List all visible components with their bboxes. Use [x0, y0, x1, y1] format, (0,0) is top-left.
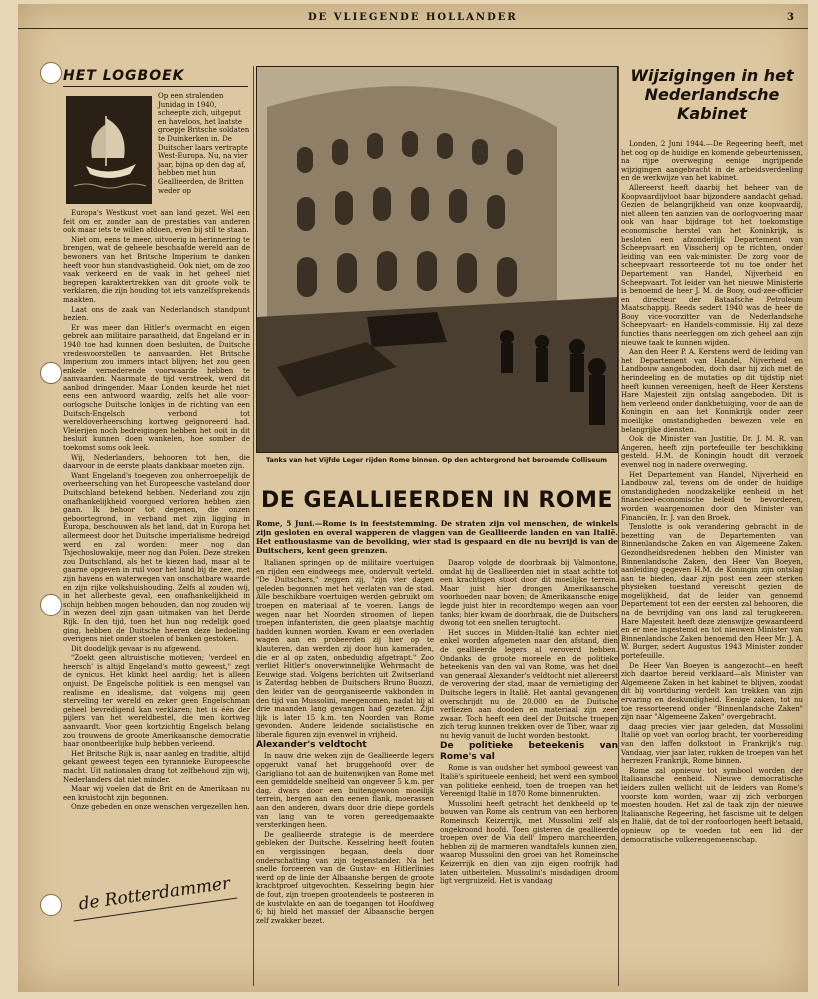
paragraph: Het succes in Midden-Italië kan echter niet enkel worden afgemeten naar den afstand, dien de geallieerde legers al veroverd hebben. Ondanks de groote moreele en de politieke beteekenis van den val van Rome, was het doel van generaal Alexander's veldtocht niet allereerst de verovering der stad, maar de vernietiging der Duitsche legers in Italië. Het aantal gevangenen overschrijdt nu de 20.000 en de Duitsche verliezen aan dooden en materiaal zijn zeer zwaar. Toch heeft een deel der Duitsche troepen zich terug kunnen trekken over de Tiber, waar zij nu hevig vanuit de lucht worden bestookt.: [440, 628, 618, 740]
paragraph: Italianen springen op de militaire voertuigen en rijden een eindweegs mee, ondervult verteld. "De Duitschers," zeggen zij, "zijn vier dagen geleden begonnen met het verlaten van de stad. Alle beschikbare voertuigen werden gebruikt om troepen en materiaal af te voeren. Langs de wegen naar het Noorden stroomen of liepen troepen infanteristen, die geen plaatsje machtig hadden kunnen worden. Kwam er een overladen wagen aan en probeerden zij hier op te klauteren, dan werden zij door hun kameraden, die er al op zaten, onbeduidig afgetrapt." Zoo verliet Hitler's onoverwinnelijke Wehrmacht de Eeuwige stad. Volgens berichten uit Zwitserland is Zaterdag hebben de Duitschers Bruno Buozzi, den leider van de georganiseerde vakbonden in den tijd van Mussolini, meegenomen, nadat hij al drie maanden lang gevangen had gezeten. Zijn lijk is later 15 k.m. ten Noorden van Rome gevonden. Andere leidende socialistische en liberale figuren zijn evenwel in vrijheid.: [256, 559, 434, 739]
paragraph: Tenslotte is ook verandering gebracht in de bezetting van de Departementen van Binnenlandsche Zaken en van Algemeene Zaken. Gezondheidsredenen hebben den Minister van Binnenlandsche Zaken, den Heer Van Boeyen, aanleiding gegeven H.M. de Koningin zijn ontslag aan te bieden, daar zijn post een zeer sterken physieken toestand vereischt gezien de mogelijkheid, dat de leider van genoemd Departement tot een der eersten zal behooren, die na de bevrijding van ons land zal terugkeeren. Hare Majesteit heeft deze zienswijze gewaardeerd en er mee ingestemd en tot nieuwen Minister van Binnenlandsche Zaken benoemd den Heer Mr. J. A. W. Burger, sedert Augustus 1943 Minister zonder portefeuille.: [621, 523, 803, 661]
signature: de Rotterdammer: [77, 873, 232, 915]
paragraph: Laat ons de zaak van Nederlandsch standpunt bezien.: [63, 305, 250, 323]
paragraph: Aan den Heer P. A. Kerstens werd de leiding van het Departement van Handel, Nijverheid en Landbouw aangeboden, doch daar hij zich met de herindeeling en de mutaties op dit tijdstip niet heeft kunnen vereenigen, heeft de Heer Kerstens Hare Majesteit zijn ontslag aangeboden. Dit is hem verleend onder dankbetuiging, voor de aan de Koningin en aan het Koninkrijk onder zeer moeilijke omstandigheden bewezen vele en belangrijke diensten.: [621, 348, 803, 434]
column-rule: [253, 66, 254, 986]
photo-caption: Tanks van het Vijfde Leger rijden Rome binnen. Op den achtergrond het beroemde Colliseum: [265, 456, 608, 464]
rome-headline: DE GEALLIEERDEN IN ROME: [261, 488, 613, 513]
paragraph: De geallieerde strategie is de meerdere gebleken der Duitsche. Kesselring heeft fouten en vergissingen begaan, deels door onderschatting van zijn tegenstander. Na het snelle forceeren van de Gustav- en Hitlerlinies werd op de linie der Albaanshe bergen de groote krachtproef uitgevochten. Kesselring begin hier de fout, zijn troepen grootendeels te posteeren in de kustvlakte en aan de toegangen tot Hoofdweg 6; hij hield het massief der Albaansche bergen zelf zwakker bezet.: [256, 830, 434, 925]
logboek-body: [63, 209, 250, 889]
paragraph: daag precies vier jaar geleden, dat Mussolini Italië op voet van oorlog bracht, ter voorbereiding van den laffen dolkstoot in Frankrijk's rug. Vandaag, vier jaar later, rukken de troepen van het herrezen Frankrijk, Rome binnen.: [621, 722, 803, 766]
paragraph: Het Britsche Rijk is, naar aanleg en traditie, altijd gekant geweest tegen een tyrannieke Europeesche macht. Uit nationalen drang tot zelfbehoud zijn wij, Nederlanders dat niet minder.: [63, 749, 250, 784]
rome-column-a: [256, 559, 434, 979]
paragraph: Dit doodelijk gevaar is nu afgewend.: [71, 644, 202, 653]
binder-hole: [40, 894, 62, 916]
paragraph: Er was meer dan Hitler's overmacht en eigen gebrek aan militaire paraatheid, dat Engeland er in 1940 toe had kunnen doen besluiten, de Duitsche vredesvoorstellen te aanvaarden. Het Britsche Imperium zou immers intact blijven; het zou geen enkele vernederende voorwaarde hebben te aanvaarden. Naarmate de tijd verstreek, werd dit aanbod dringender. Maar Londen keurde het niet eens een antwoord waardig, zelfs het alle voor-oorlogsche Duitsche lonkjes in de richting van een Duitsch-Engelsch verbond tot wereldoverheersching kortweg geïgnoreerd had. Vleierijen noch bedreigingen hebben het ooit in dit besluit kunnen doen wankelen, hoe somber de toekomst soms ook leek.: [63, 323, 250, 453]
rome-column-b: [440, 559, 618, 979]
paragraph: Mussolini heeft getracht het denkbeeld op te bouwen van Rome als centrum van een herboren Romeinsch Keizerrijk, met Mussolini zelf als ongekroond hoofd. Toen gisteren de geallieerde troepen over de Via dell' Impero marcheerden, hebben zij de marmeren wandtafels kunnen zien, waarop Mussolini den groei van het Romeinsche Keizerrijk en dien van zijn eigen roofrijk had laten uitbeitelen. Mussolini's misdadigen droom ligt vergruizeld. Het is vandaag: [440, 799, 618, 886]
logboek-intro: Op een stralenden Junidag in 1940, scheepte zich, uitgeput en haveloos, het laatste groepje Britsche soldaten te Duinkerken in. De Duitscher laars vertrapte West-Europa. Nu, na vier jaar, bijna op den dag af, hebben met hun Geallieerden, de Britten weder op: [158, 92, 250, 195]
paragraph: Het Departement van Handel, Nijverheid en Landbouw zal, tevens om de onder de huidige omstandigheden noodzakelijke eenheid in het financieel-economische beleid te bevorderen, worden waargenomen door den Minister van Financiën, Ir. J. van den Broek.: [621, 470, 803, 522]
section-heading: De politieke beteekenis van Rome's val: [440, 741, 618, 763]
paragraph: De Heer Van Boeyen is aangezocht—en heeft zich daartoe bereid verklaard—als Minister van Algemeene Zaken in het kabinet te blijven, zoodat dit bij voortduring verdelt kan trekken van zijn ervaring en deskundigheid. Eenige zaken, tot nu toe ressorteerend onder "Binnenlandsche Zaken" zijn naar "Algemeene Zaken" overgebracht.: [621, 661, 803, 722]
paragraph: Allereerst heeft daarbij het beheer van de Koopvaardijvloot haar bijzondere aandacht gehad. Gezien de belangrijkheid van onze koopvaardij, niet alleen ten aanzien van de oorlogvoering maar ook van haar bijdrage tot het toekomstige economische herstel van het Koninkrijk, is besloten een afzonderlijk Departement van Scheepvaart en Visscherij op te richten, onder leiding van een vak-minister. De zorg voor de scheepvaart ressorteerde tot nu toe onder het Departement van Handel, Nijverheid en Scheepvaart. Tot leider van het nieuwe Ministerie is benoemd de heer J. M. de Booy, oud-zee-officier en directeur der Bataafsche Petroleum Maatschappij. Reeds sedert 1940 was de heer de Booy vice-voorzitter van de Nederlandsche Scheepvaart- en Handels-commissie. Hij zal deze functies thans neerleggen om zich geheel aan zijn nieuwe taak te kunnen wijden.: [621, 183, 803, 347]
paragraph: Maar wij voelen dat de Brit en de Amerikaan nu een kruistocht zijn begonnen.: [63, 785, 250, 802]
kabinet-body: [621, 140, 803, 975]
paragraph: Onze gebeden en onze wenschen vergezellen hen.: [71, 803, 250, 812]
paragraph: In nauw drie weken zijn de Geallieerde legers opgerukt vanaf het bruggehoofd over de Garigliano tot aan de buitenwijken van Rome met een gemiddelde snelheid van ongeveer 5 k.m. per dag, dwars door een buitengewoon moeilijk terrein, bergen aan den eenen flank, moerassen aan den anderen, dwars door drie diepe gordels van lang van te voren gereedgemaakte versterkingen heen.: [256, 752, 434, 830]
sailing-ship-icon: [66, 96, 152, 204]
divider: [63, 86, 248, 87]
section-heading: Alexander's veldtocht: [256, 740, 367, 751]
paragraph: Europa's Westkust voet aan land gezet. Wel een feit om er, zonder aan de prestaties van anderen ook maar iets te willen afdoen, even bij stil te staan.: [63, 209, 250, 235]
colosseum-photo: [256, 66, 618, 453]
paragraph: Rome is van oudsher het symbool geweest van Italië's spiritueele eenheid; het werd een symbool van politieke eenheid, toen de troepen van het Vereenigd Italië in 1870 Rome binnenrukten.: [440, 764, 618, 799]
masthead: [18, 12, 808, 29]
paragraph: Daarop volgde de doorbraak bij Valmontone, omdat hij de Geallieerden niet in staat achtte tot een krachtigen stoot door dit moeilijke terrein. Maar juist hier drongen Amerikaansche voorhoeden naar boven; de Amerikaansche enige legde juist hier in recordtempo wegen aan voor tanks; hier kwam de doorbraak, die de Duitschers dwong tot een snellen terugtocht.: [440, 559, 618, 628]
masthead-title: DE VLIEGENDE HOLLANDER: [308, 12, 518, 23]
page-number: 3: [787, 12, 794, 23]
binder-hole: [40, 62, 62, 84]
logboek-title: HET LOGBOEK: [63, 68, 185, 84]
paragraph: Want Engeland's toegeven zou onherroepelijk de overheersching van het Europeesche vasteland door Duitschland betekend hebben. Nederland zou zijn onafhankelijkheid voorgoed verloren hebben zien gaan. Ik behoor tot degenen, die onzen geboortegrond, in verband met zijn ligging in Europa, beschouwen als het land, dat in Europa het allermeest door het Duitsche imperialisme bedreigd werd en zal worden: meer nog dan Tsjechoslowakije, meer nog dan Polen. Deze streken zou Duitschland, als het te kiezen had, maar al te gaarne opgeven in ruil voor het land bij de zee, met zijn havens en waterwegen van onschatbare waarde en zijn rijke volkshuishouding. Zelfs al zouden wij, in het allerbeste geval, een onafhankelijkheid in schijn hebben mogen behouden, dan nog zouden wij in wezen deel zijn gaan uitmaken van het Derde Rijk. In den tijd, toen het hun nog redelijk goed ging, hebben de Duitsche heeren deze bedoeling overigens niet onder stoelen of banken gestoken.: [63, 471, 250, 644]
paragraph: Ook de Minister van Justitie, Dr. J. M. R. van Angeren, heeft zijn portefeuille ter beschikking gesteld. H.M. de Koningin houdt dit verzoek evenwel nog in nadere overweging.: [621, 435, 803, 469]
paragraph: Rome zal opnieuw tot symbool worden der Italiaansche eenheid. Nieuwe democratische leiders zullen wellicht uit de leiders van Rome's voorste kom worden, waar zij zich verborgen moesten houden. Het zal de taak zijn der nieuwe Italiaansche Regeering, het fascisme uit te delgen en Italië, dat de tol der roofoorlogen heeft betaald, opnieuw op te voeden tot een lid der democratische volkerengemeenschap.: [621, 766, 803, 844]
rome-lead: Rome, 5 Juni.—Rome is in feeststemming. De straten zijn vol menschen, de winkels zijn gesloten en overal wapperen de vlaggen van de Geallieerde landen en van Italië. Het enthousiasme van de bevolking, wier stad is gespaard en die nu bevrijd is van de Duitschers, kent geen grenzen.: [256, 519, 618, 555]
paragraph: "Zoekt geen altruistische motieven; 'verdeel en heersch' is altijd Engeland's motto geweest," zegt de cynicus. Het klinkt heel aardig; het is alleen onjuist. De Engelsche politiek is een mengsel van realisme en idealisme, dat volgens mij geen sterveling ter wereld en zeker geen Engelschman geheel bevredigend kan verklaren; het is één der pijlers van het wereldbestel, die men kortweg aanvaardt. Voor geen kortzichtig Engelsch belang zou trouwens de groote Amerikaansche democratie haar onontbeerlijke hulp hebben verleend.: [63, 654, 250, 749]
paragraph: Londen, 2 Juni 1944.—De Regeering heeft, met het oog op de huidige en komende gebeurtenissen, na rijpe overweging eenige ingrijpende wijzigingen aangebracht in de arbeidsverdeeling en de werkwijze van het kabinet.: [621, 140, 803, 183]
paragraph: Niet om, eens te meer, uitvoerig in herinnering te brengen, wat de geheele beschaafde wereld aan de bewoners van het Britsche Imperium te danken heeft voor hun standvastigheid. Ook niet, om de zoo vaak verkeerd en de vaak in het geheel niet begrepen karaktertrekken van dit groote volk te verklaren, die zijn houding tot iets vanzelfsprekends maakten.: [63, 235, 250, 304]
column-rule: [618, 66, 619, 986]
paragraph: Wij, Nederlanders, behooren tot hen, die daarvoor in de eerste plaats dankbaar moeten zijn.: [63, 453, 250, 471]
binder-hole: [40, 594, 62, 616]
kabinet-title: Wijzigingen in het Nederlandsche Kabinet: [630, 66, 794, 123]
newspaper-page: [18, 4, 808, 992]
binder-hole: [40, 362, 62, 384]
